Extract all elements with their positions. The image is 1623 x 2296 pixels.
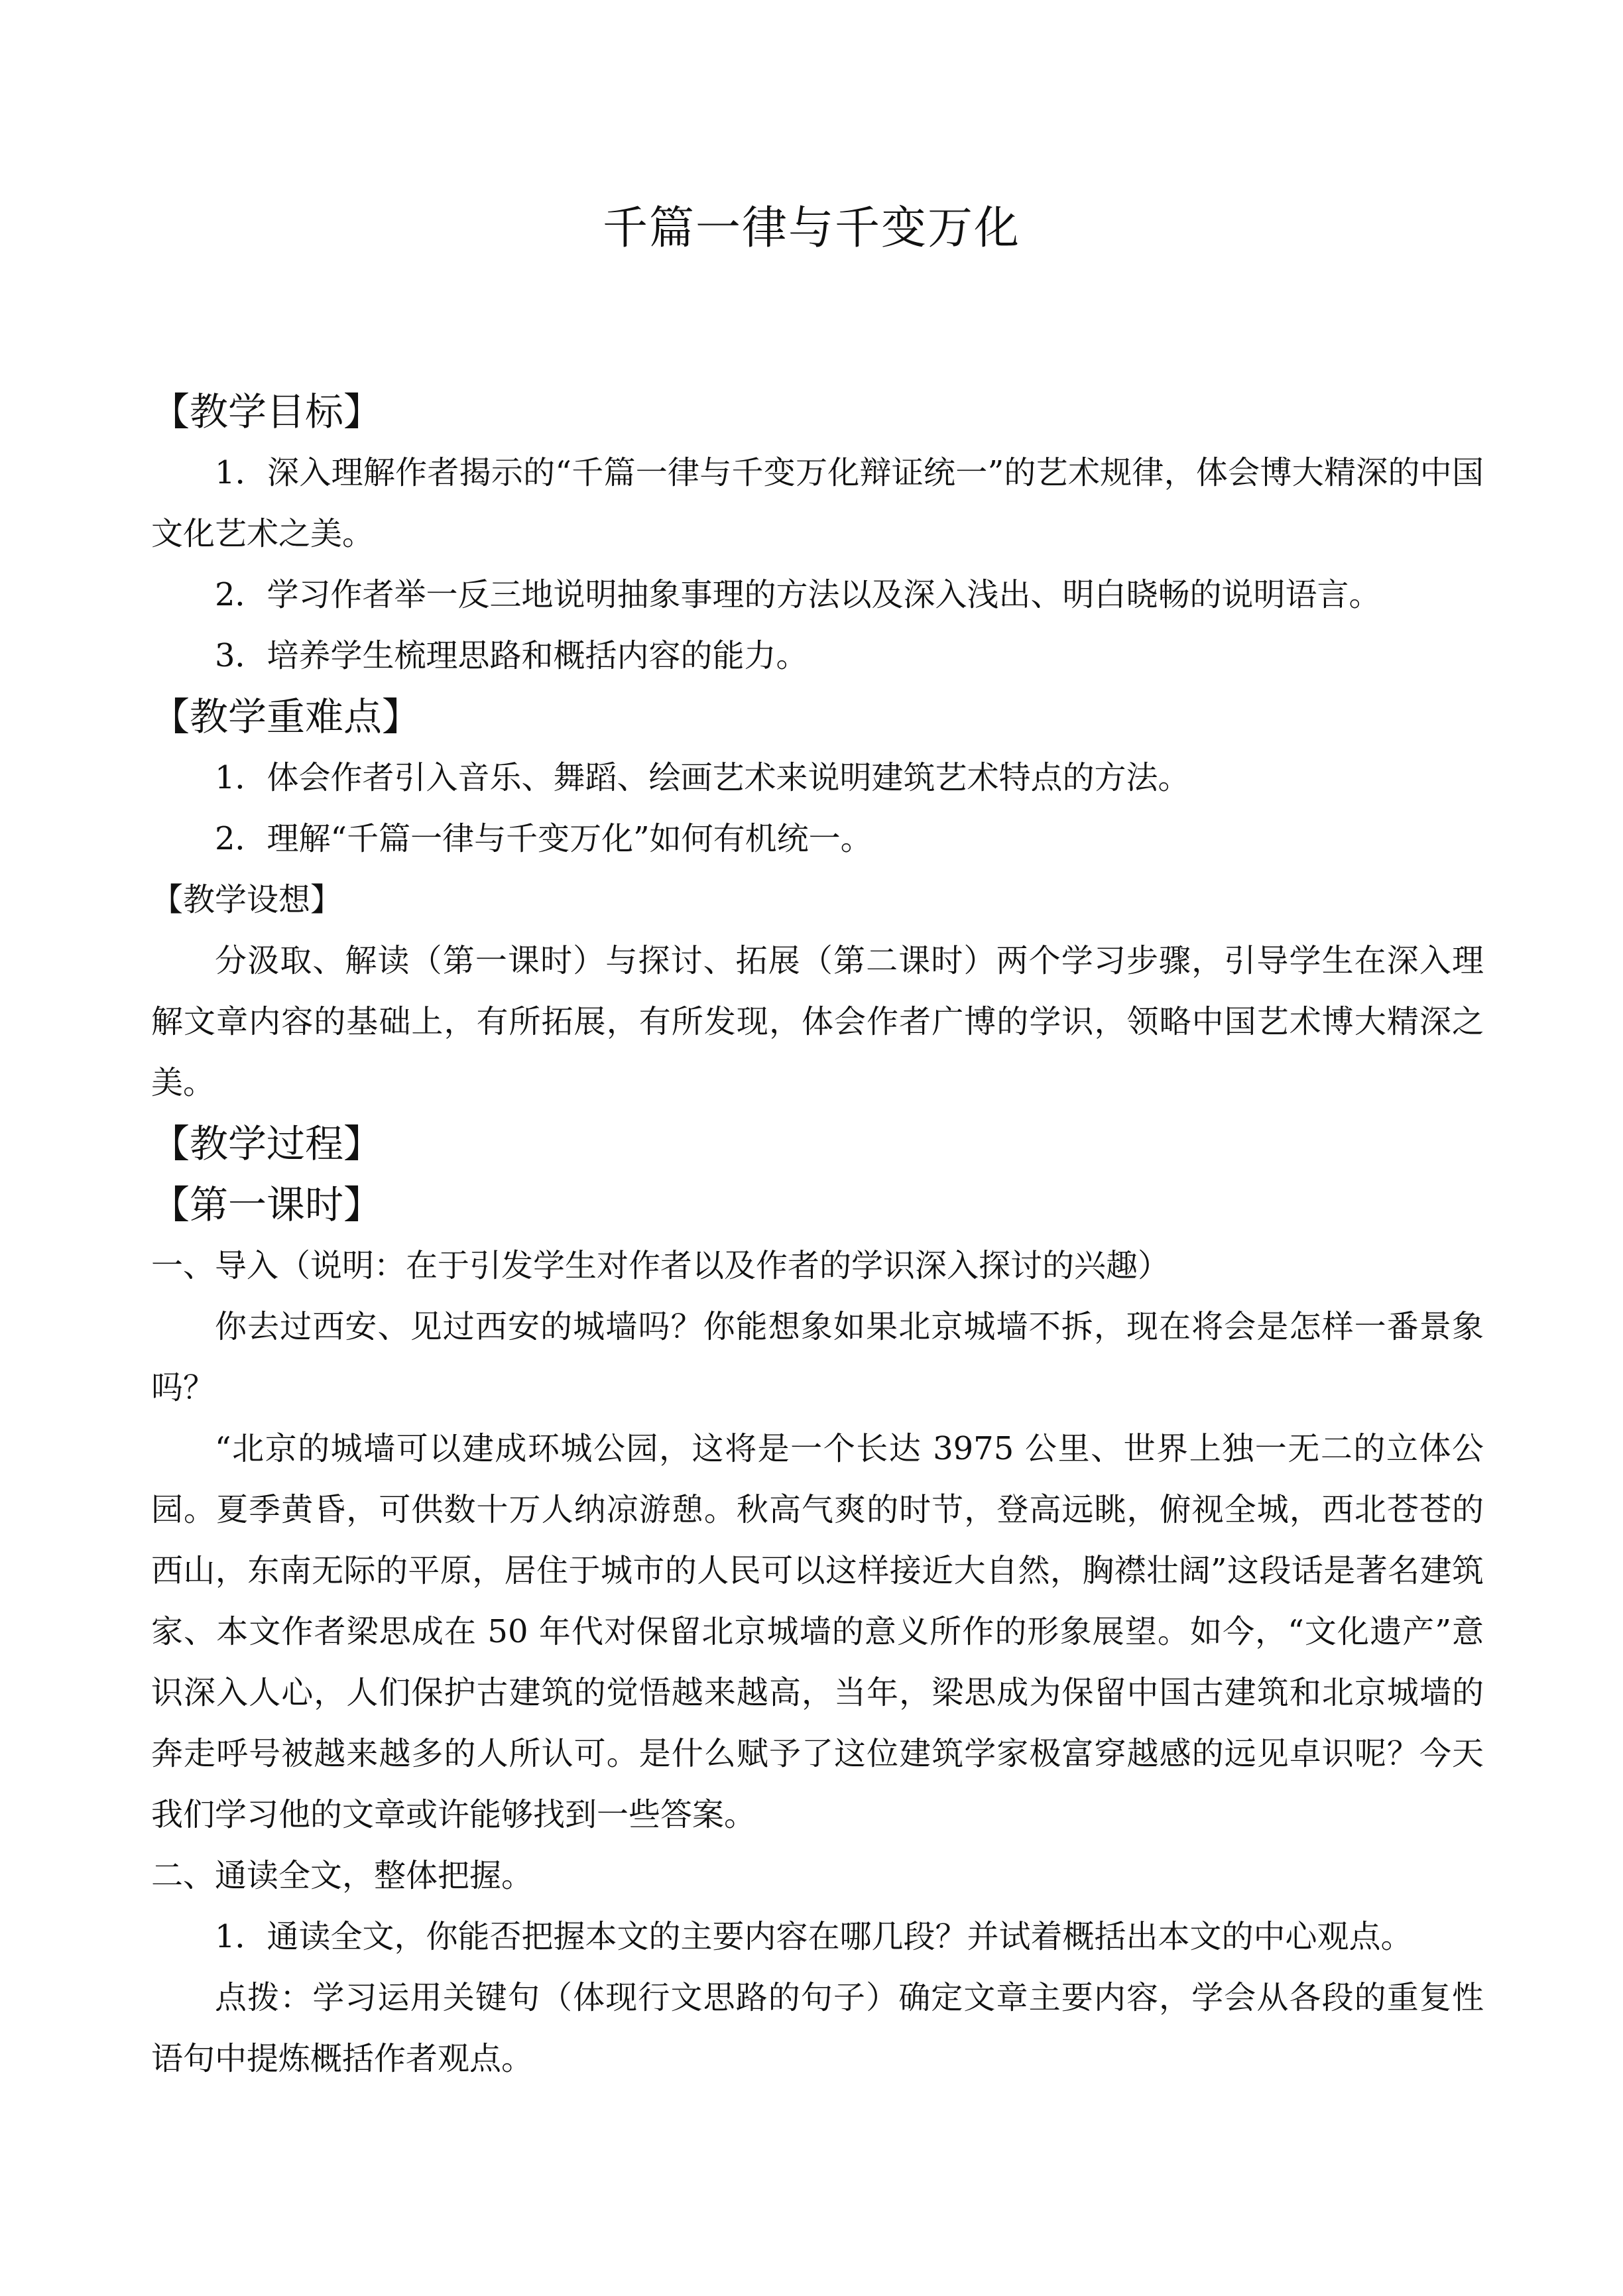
keypoints-heading: 【教学重难点】	[151, 694, 421, 739]
objective-3: 3．培养学生梳理思路和概括内容的能力。	[215, 637, 808, 674]
keypoint-1: 1．体会作者引入音乐、舞蹈、绘画艺术来说明建筑艺术特点的方法。	[215, 759, 1190, 796]
step1-paragraph-2: “北京的城墙可以建成环城公园，这将是一个长达 3975 公里、世界上独一无二的立体公园。夏季黄昏，可供数十万人纳凉游憩。秋高气爽的时节，登高远眺，俯视全城，西北苍苍的西山，东南无际的平原，居住于城市的人民可以这样接近大自然，胸襟壮阔”这段话是著名建筑家、本文作者梁思成在 50 年代对保留北京城墙的意义所作的形象展望。如今，“文化遗产”意识深入人心，人们保护古建筑的觉悟越来越高，当年，梁思成为保留中国古建筑和北京城墙的奔走呼号被越来越多的人所认可。是什么赋予了这位建筑学家极富穿越感的远见卓识呢？今天我们学习他的文章或许能够找到一些答案。	[151, 1430, 1484, 1833]
document-body	[151, 381, 1484, 2089]
process-heading: 【教学过程】	[151, 1121, 383, 1166]
design-heading: 【教学设想】	[151, 881, 343, 918]
document-title: 千篇一律与千变万化	[602, 202, 1020, 255]
objective-1: 1．深入理解作者揭示的“千篇一律与千变万化辩证统一”的艺术规律，体会博大精深的中国文化艺术之美。	[151, 454, 1484, 552]
step2-hint: 点拨：学习运用关键句（体现行文思路的句子）确定文章主要内容，学会从各段的重复性语句中提炼概括作者观点。	[151, 1979, 1484, 2077]
step2-heading: 二、通读全文，整体把握。	[151, 1857, 534, 1894]
step2-question-1: 1．通读全文，你能否把握本文的主要内容在哪几段？并试着概括出本文的中心观点。	[215, 1918, 1413, 1955]
step1-heading: 一、导入（说明：在于引发学生对作者以及作者的学识深入探讨的兴趣）	[151, 1247, 1170, 1284]
step1-paragraph-1: 你去过西安、见过西安的城墙吗？你能想象如果北京城墙不拆，现在将会是怎样一番景象吗？	[151, 1308, 1484, 1406]
lesson1-heading: 【第一课时】	[151, 1182, 383, 1227]
objectives-heading: 【教学目标】	[151, 389, 383, 434]
objective-2: 2．学习作者举一反三地说明抽象事理的方法以及深入浅出、明白晓畅的说明语言。	[215, 576, 1381, 613]
keypoint-2: 2．理解“千篇一律与千变万化”如何有机统一。	[215, 820, 872, 857]
design-text: 分汲取、解读（第一课时）与探讨、拓展（第二课时）两个学习步骤，引导学生在深入理解文章内容的基础上，有所拓展，有所发现，体会作者广博的学识，领略中国艺术博大精深之美。	[151, 942, 1484, 1101]
